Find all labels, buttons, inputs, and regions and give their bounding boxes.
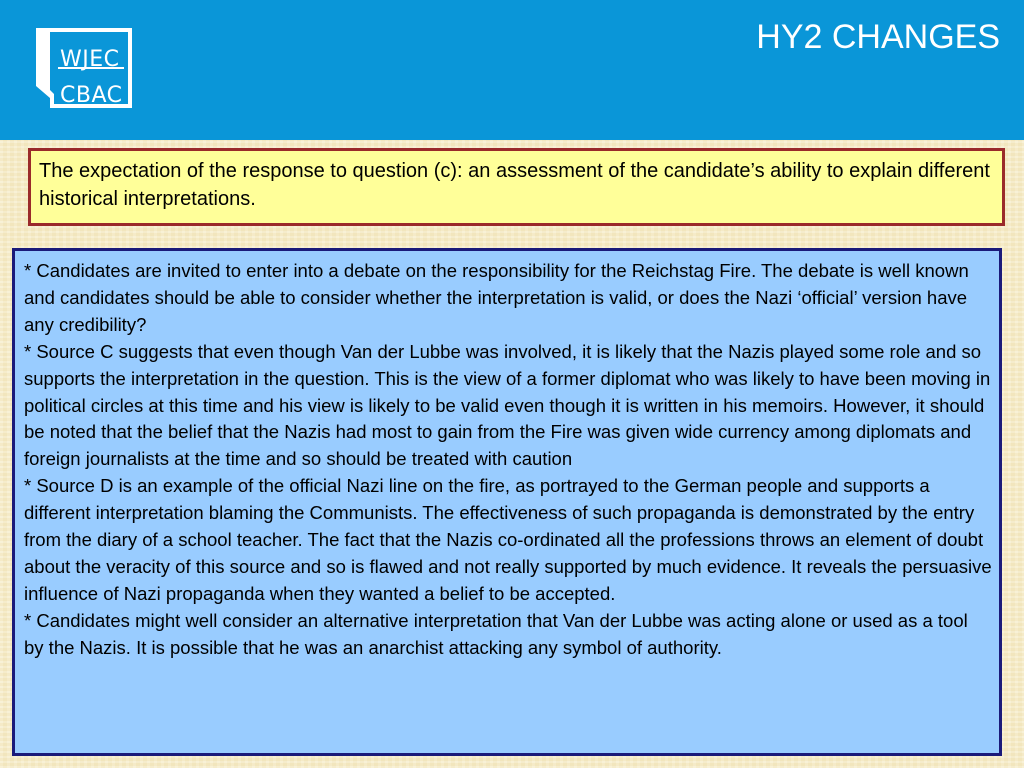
point-reichstag-debate: * Candidates are invited to enter into a debate on the responsibility for the Reichstag Fire. The debate is well known and candidates should be able to consider whether the interpretation is valid, or does the Nazi ‘official’ version have any credibility? [24, 260, 969, 335]
logo-text-cbac: CBAC [60, 83, 123, 108]
wjec-cbac-logo [36, 28, 132, 108]
expectation-box [28, 148, 1005, 226]
slide-title: HY2 CHANGES [756, 18, 1000, 56]
point-alternative-interpretation: * Candidates might well consider an alternative interpretation that Van der Lubbe was acting alone or used as a tool by the Nazis. It is possible that he was an anarchist attacking any symbol of authority. [24, 609, 968, 658]
point-source-c: * Source C suggests that even though Van der Lubbe was involved, it is likely that the Nazis played some role and so supports the interpretation in the question. This is the view of a former diplomat who was likely to have been moving in political circles at this time and his view is likely to be valid even though it is written in his memoirs. However, it should be noted that the belief that the Nazis had most to gain from the Fire was given wide currency among diplomats and foreign journalists at the time and so should be treated with caution [24, 340, 991, 470]
expectation-text: The expectation of the response to question (c): an assessment of the candidate’s ability to explain different historical interpretations. [39, 160, 990, 210]
marking-points-box [12, 248, 1002, 756]
point-source-d: * Source D is an example of the official Nazi line on the fire, as portrayed to the German people and supports a different interpretation blaming the Communists. The effectiveness of such propaganda is demonstrated by the entry from the diary of a school teacher. The fact that the Nazis co-ordinated all the professions throws an element of doubt about the veracity of this source and so is flawed and not really supported by much evidence. It reveals the persuasive influence of Nazi propaganda when they wanted a belief to be accepted. [24, 475, 992, 604]
slide-header [0, 0, 1024, 140]
logo-text-wjec: WJEC [60, 47, 120, 72]
